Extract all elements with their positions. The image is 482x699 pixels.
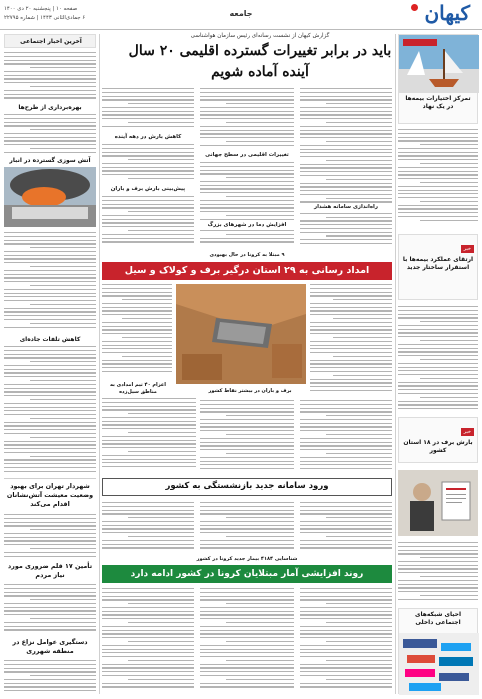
aid-headline: تأمین ۱۷ قلم ضروری مورد نیاز مردم <box>7 562 93 579</box>
left-top-label: آخرین اخبار اجتماعی <box>20 38 82 45</box>
left-text <box>4 232 96 332</box>
sidebar-text <box>398 306 478 411</box>
news-tag: خبر <box>461 245 474 253</box>
article-column <box>102 398 196 472</box>
left-text <box>4 514 96 560</box>
article-column <box>102 88 194 132</box>
flood-photo <box>176 284 306 384</box>
article-column <box>300 588 392 692</box>
article-column <box>200 88 294 150</box>
left-subhead: بهره‌برداری از طرح‌ها <box>18 104 82 111</box>
left-text <box>4 52 96 102</box>
left-top-label-box <box>4 34 96 48</box>
left-text <box>4 660 96 692</box>
article-column <box>102 144 194 184</box>
newspaper-logo: کیهان <box>424 1 470 25</box>
sidebar-box-insurance <box>398 34 478 124</box>
article-column <box>102 284 172 378</box>
news-tag: خبر <box>461 428 474 436</box>
social-networks-photo <box>399 633 479 695</box>
article-subhead: کاهش بارش در دهه آینده <box>114 134 182 140</box>
article-column <box>102 588 194 692</box>
fire-photo <box>4 167 96 227</box>
article-column <box>300 400 392 472</box>
mayor-headline: شهردار تهران برای بهبود وضعیت معیشت آتش‌نشانان اقدام می‌کند <box>6 482 94 508</box>
sidebar-box-title: ارتقای عملکرد بیمه‌ها با استقرار ساختار جدید <box>402 256 474 271</box>
divider <box>4 478 96 479</box>
article-column <box>300 88 392 248</box>
sidebar-box-news-3 <box>398 417 478 463</box>
relief-caption: برف و باران در بیشتر نقاط کشور <box>208 388 292 394</box>
sidebar-box-title: احیای شبکه‌های اجتماعی داخلی <box>414 611 462 626</box>
lead-headline: باید در برابر تغییرات گسترده اقلیمی ۲۰ سال آینده آماده شویم <box>128 43 392 80</box>
article-column <box>102 502 194 552</box>
sidebar-text <box>398 542 478 602</box>
lead-kicker: گزارش کیهان از نشست رسانه‌ای رئیس سازمان هواشناسی <box>190 33 330 39</box>
article-subhead: تغییرات اقلیمی در سطح جهانی <box>205 152 289 158</box>
insurance-photo <box>399 35 479 93</box>
sidebar-box-title: تمرکز اختیارات بیمه‌ها در یک نهاد <box>405 95 471 110</box>
left-text <box>4 114 96 156</box>
left-text <box>4 346 96 476</box>
article-column <box>200 400 294 472</box>
sidebar-box-social <box>398 608 478 694</box>
sidebar-box-title: بارش برف در ۱۸ استان کشور <box>403 439 473 454</box>
issue-number: ۶ جمادی‌الثانی ۱۴۴۳ | شماره ۲۲۷۹۵ <box>4 15 86 21</box>
relief-caption: اعزام ۴۰ تیم امدادی به مناطق سیل‌زده <box>110 382 166 395</box>
article-subhead: افزایش دما در شهرهای بزرگ <box>200 222 294 229</box>
left-sidebar <box>4 34 96 694</box>
left-subhead: کاهش تلفات جاده‌ای <box>19 336 81 343</box>
left-subhead: آتش سوزی گسترده در انبار <box>9 157 91 164</box>
covid-kicker: شناسایی ۴۱۸۴ بیمار جدید کرونا در کشور <box>196 556 298 562</box>
article-column <box>200 588 294 692</box>
article-column <box>310 284 392 396</box>
arrest-headline: دستگیری عوامل نزاع در منطقه شهرری <box>12 638 88 655</box>
insurance-banner: ورود سامانه جدید بازنشستگی به کشور <box>102 478 392 496</box>
issue-date: صفحه ۱۰ | پنجشنبه ۲۰ دی ۱۴۰۰ <box>4 6 78 12</box>
article-column <box>102 196 194 248</box>
relief-kicker: ۹ مبتلا به کرونا در حال بهبودی <box>209 252 285 258</box>
column-rule <box>99 34 100 694</box>
article-column <box>300 502 392 552</box>
article-subhead: راه‌اندازی سامانه هشدار <box>300 204 392 211</box>
article-subhead: پیش‌بینی بارش برف و باران <box>110 186 186 192</box>
column-rule <box>395 34 396 694</box>
section-title: جامعه <box>229 9 253 18</box>
left-text <box>4 584 96 634</box>
right-sidebar <box>398 34 478 694</box>
record-photo <box>398 470 478 536</box>
masthead <box>0 0 482 30</box>
relief-banner: امداد رسانی به ۲۹ استان درگیر برف و کولاک و سیل <box>102 262 392 280</box>
article-column <box>200 502 294 552</box>
article-column <box>200 162 294 248</box>
sidebar-text <box>398 129 478 227</box>
sidebar-box-news-2 <box>398 234 478 300</box>
covid-banner: روند افزایشی آمار مبتلایان کرونا در کشور ادامه دارد <box>102 565 392 583</box>
